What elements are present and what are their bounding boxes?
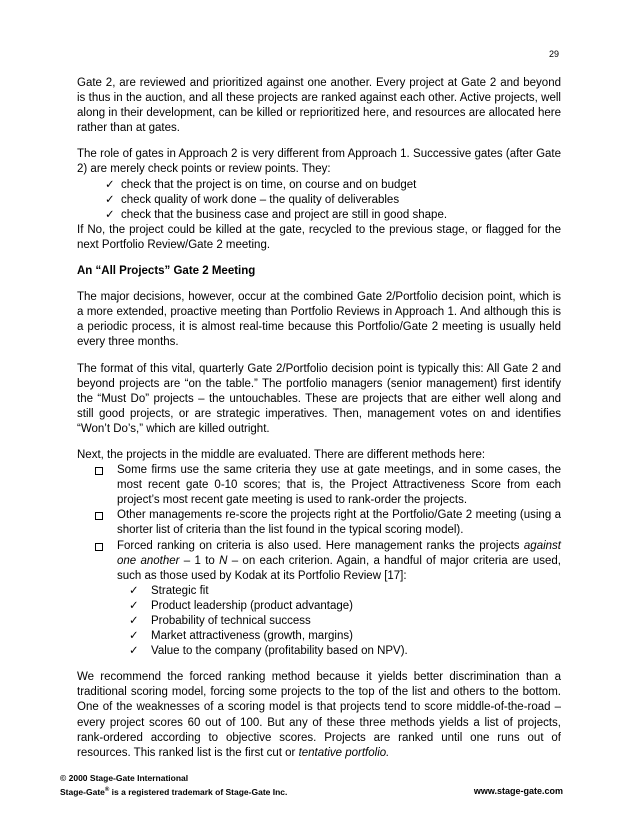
- checkbox-bullet-icon: [95, 512, 103, 520]
- paragraph: Next, the projects in the middle are evaluated. There are different methods here:: [77, 448, 486, 461]
- check-mark-icon: ✓: [105, 208, 115, 221]
- paragraph: The major decisions, however, occur at the combined Gate 2/Portfolio decision point, which is a more extended, proactive meeting than Portfolio Reviews in Approach 1. And although this is a periodic process, it is almost real-time because this Portfolio/Gate 2 meeting is usually held every three months.: [77, 291, 561, 349]
- check-mark-icon: ✓: [129, 599, 139, 612]
- paragraph: The format of this vital, quarterly Gate 2/Portfolio decision point is typically this: All Gate 2 and beyond projects are “on the table.” The portfolio managers (senior management) first identify the “Must Do” projects – the untouchables. These are projects that are either well along and still good projects, or are strategic imperatives. Then, management votes on and identifies “Won’t Do’s,” which are killed outright.: [77, 362, 561, 435]
- paragraph: We recommend the forced ranking method because it yields better discrimination than a traditional scoring model, forcing some projects to the top of the list and others to the bottom. One of the weaknesses of a scoring model is that projects tend to score middle-of-the-road – every project scores 60 out of 100. But any of these three methods yields a list of projects, rank-ordered according to objective scores. Projects are ranked until one runs out of resources. This ranked list is the first cut or tentative portfolio.: [77, 671, 561, 759]
- checkbox-bullet-icon: [95, 543, 103, 551]
- check-mark-icon: ✓: [129, 630, 139, 643]
- page-number: 29: [548, 49, 559, 59]
- paragraph: If No, the project could be killed at the gate, recycled to the previous stage, or flagged for the next Portfolio Review/Gate 2 meeting.: [77, 223, 561, 251]
- footer-copyright: [60, 772, 287, 798]
- list-item: ✓ Probability of technical success: [129, 614, 561, 629]
- list-item: Forced ranking on criteria is also used. Here management ranks the projects against one another – 1 to N – on each criterion. Again, a handful of major criteria are used, such as those used by Kodak at its Portfolio Review [17]: ✓ Strategic fit ✓ Product leadership (product advantage) ✓ Probability of technical success ✓ Market attractiveness (growth, margins) ✓ Value to the company (profitability based on NPV).: [95, 539, 561, 660]
- list-item: ✓ Product leadership (product advantage): [129, 599, 561, 614]
- check-mark-icon: ✓: [105, 178, 115, 191]
- check-mark-icon: ✓: [105, 193, 115, 206]
- list-item: ✓ check that the project is on time, on course and on budget: [105, 178, 561, 193]
- criteria-list: [117, 584, 561, 659]
- paragraph: Gate 2, are reviewed and prioritized against one another. Every project at Gate 2 and beyond is thus in the auction, and all these projects are ranked against each other. Active projects, well along in their development, can be killed or reprioritized here, and resources are allocated here rather than at gates.: [77, 77, 561, 135]
- list-item: Some firms use the same criteria they use at gate meetings, and in some cases, the most recent gate 0-10 scores; that is, the Project Attractiveness Score from each project’s most recent gate meeting is used to rank-order the projects.: [95, 463, 561, 508]
- check-mark-icon: ✓: [129, 584, 139, 597]
- copyright-line: © 2000 Stage-Gate International: [60, 773, 189, 783]
- check-list: [77, 178, 561, 223]
- list-item: Other managements re-score the projects right at the Portfolio/Gate 2 meeting (using a shorter list of criteria than the list found in the typical scoring model).: [95, 508, 561, 538]
- list-item: ✓ Market attractiveness (growth, margins): [129, 629, 561, 644]
- list-item: ✓ Value to the company (profitability based on NPV).: [129, 644, 561, 659]
- checkbox-bullet-icon: [95, 467, 103, 475]
- footer-url: www.stage-gate.com: [473, 786, 563, 796]
- paragraph: The role of gates in Approach 2 is very different from Approach 1. Successive gates (after Gate 2) are merely check points or review points. They:: [77, 148, 561, 176]
- list-item: ✓ check that the business case and project are still in good shape.: [105, 208, 561, 223]
- section-heading: An “All Projects” Gate 2 Meeting: [77, 265, 256, 278]
- list-item: ✓ check quality of work done – the quality of deliverables: [105, 193, 561, 208]
- check-mark-icon: ✓: [129, 645, 139, 658]
- trademark-line: Stage-Gate® is a registered trademark of Stage-Gate Inc.: [60, 786, 288, 797]
- check-mark-icon: ✓: [129, 615, 139, 627]
- page-body: [77, 76, 561, 761]
- methods-list: [77, 463, 561, 659]
- list-item: ✓ Strategic fit: [129, 584, 561, 599]
